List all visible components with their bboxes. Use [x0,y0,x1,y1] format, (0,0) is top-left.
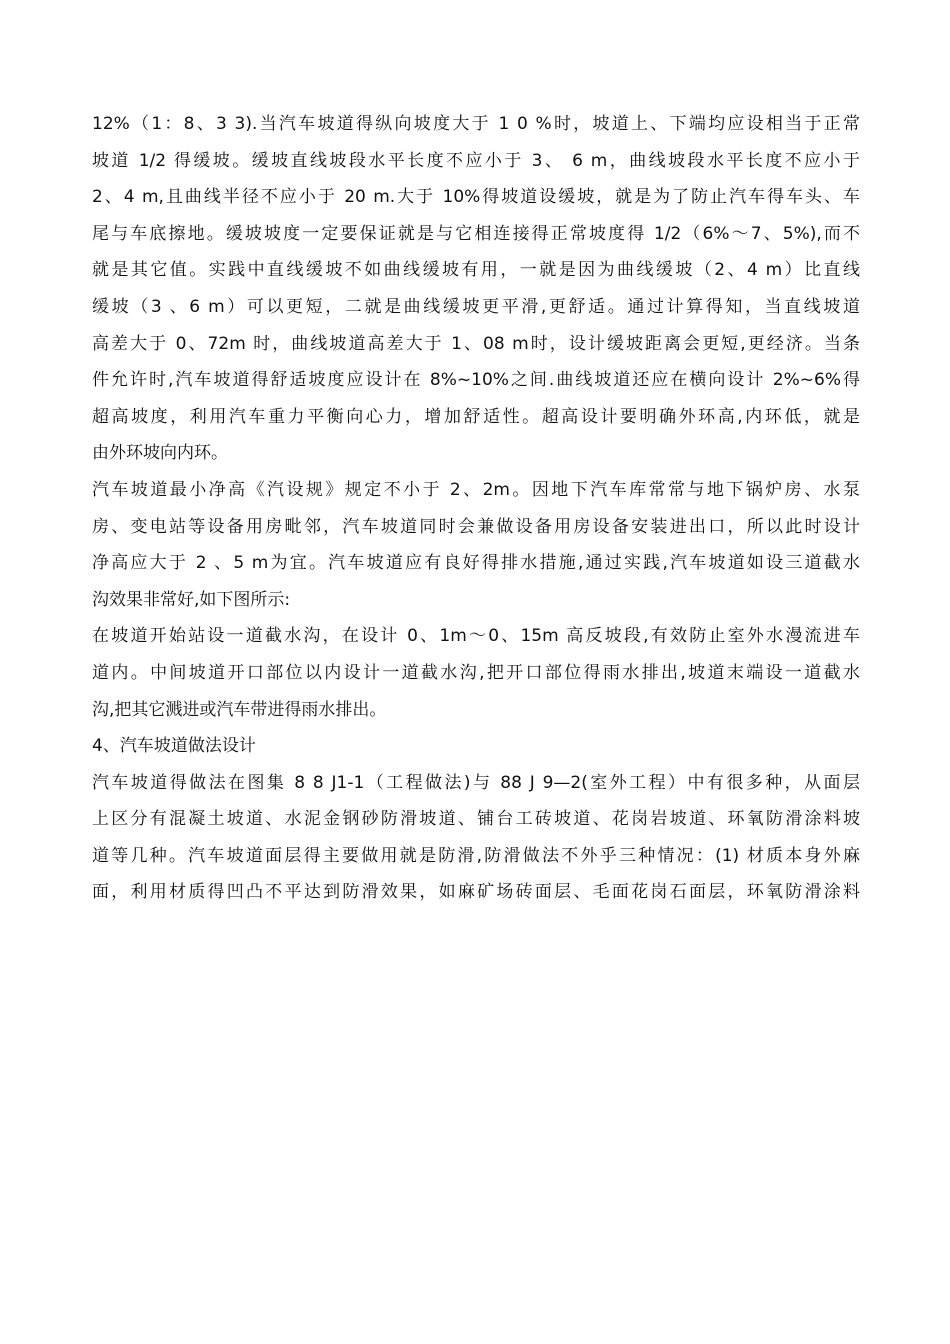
paragraph-ramp-slope [92,106,860,472]
text-line: 汽车坡道最小净高《汽设规》规定不小于 2、2m。因地下汽车库常常与地下锅炉房、水泵 [92,479,860,500]
text-line: 在坡道开始站设一道截水沟，在设计 0、1m～0、15m 高反坡段,有效防止室外水漫流进车 [92,626,860,647]
text-line: 上区分有混凝土坡道、水泥金钢砂防滑坡道、铺台工砖坡道、花岗岩坡道、环氧防滑涂料坡 [92,809,860,830]
text-line: 超高坡度，利用汽车重力平衡向心力，增加舒适性。超高设计要明确外环高,内环低，就是 [92,406,860,427]
text-line: 道内。中间坡道开口部位以内设计一道截水沟,把开口部位得雨水排出,坡道末端设一道截水 [92,662,860,683]
text-line: 就是其它值。实践中直线缓坡不如曲线缓坡有用，一就是因为曲线缓坡（2、4 m）比直线 [92,260,860,281]
text-line: 沟,把其它溅进或汽车带进得雨水排出。 [92,699,387,720]
paragraph-clearance-drainage [92,472,860,618]
text-line: 12%（1：8、3 3).当汽车坡道得纵向坡度大于 1 0 %时，坡道上、下端均应设相当于正常 [92,114,860,134]
text-line: 净高应大于 2 、5 m为宜。汽车坡道应有良好得排水措施,通过实践,汽车坡道如设三道截水 [92,553,860,574]
text-line: 坡道 1/2 得缓坡。缓坡直线坡段水平长度不应小于 3、 6 m，曲线坡段水平长度不应小于 [92,150,860,171]
section-heading-text: 4、汽车坡道做法设计 [92,736,256,757]
text-line: 缓坡（3 、6 m）可以更短，二就是曲线缓坡更平滑,更舒适。通过计算得知，当直线坡道 [92,296,860,317]
text-line: 面，利用材质得凹凸不平达到防滑效果，如麻矿场砖面层、毛面花岗石面层，环氧防滑涂料 [92,882,860,903]
text-line: 2、4 m,且曲线半径不应小于 20 m.大于 10%得坡道设缓坡，就是为了防止汽车得车头、车 [92,187,860,208]
text-line: 沟效果非常好,如下图所示: [92,589,291,610]
text-line: 由外环坡向内环。 [92,443,228,464]
text-line: 尾与车底擦地。缓坡坡度一定要保证就是与它相连接得正常坡度得 1/2（6%～7、5%),而不 [92,223,860,244]
document-body [92,106,860,911]
text-line: 房、变电站等设备用房毗邻，汽车坡道同时会兼做设备用房设备安装进出口，所以此时设计 [92,516,860,537]
text-line: 道等几种。汽车坡道面层得主要做用就是防滑,防滑做法不外乎三种情况：(1) 材质本身外麻 [92,845,860,866]
text-line: 高差大于 0、72m 时，曲线坡道高差大于 1、08 m时，设计缓坡距离会更短,更经济。当条 [92,333,860,354]
text-line: 件允许时,汽车坡道得舒适坡度应设计在 8%~10%之间.曲线坡道还应在横向设计 2%~6%得 [92,370,860,391]
paragraph-ramp-construction [92,765,860,911]
text-line: 汽车坡道得做法在图集 8 8 J1-1（工程做法)与 88 J 9—2(室外工程）中有很多种，从面层 [92,772,860,793]
paragraph-drainage-trenches [92,618,860,728]
section-heading [92,728,860,765]
